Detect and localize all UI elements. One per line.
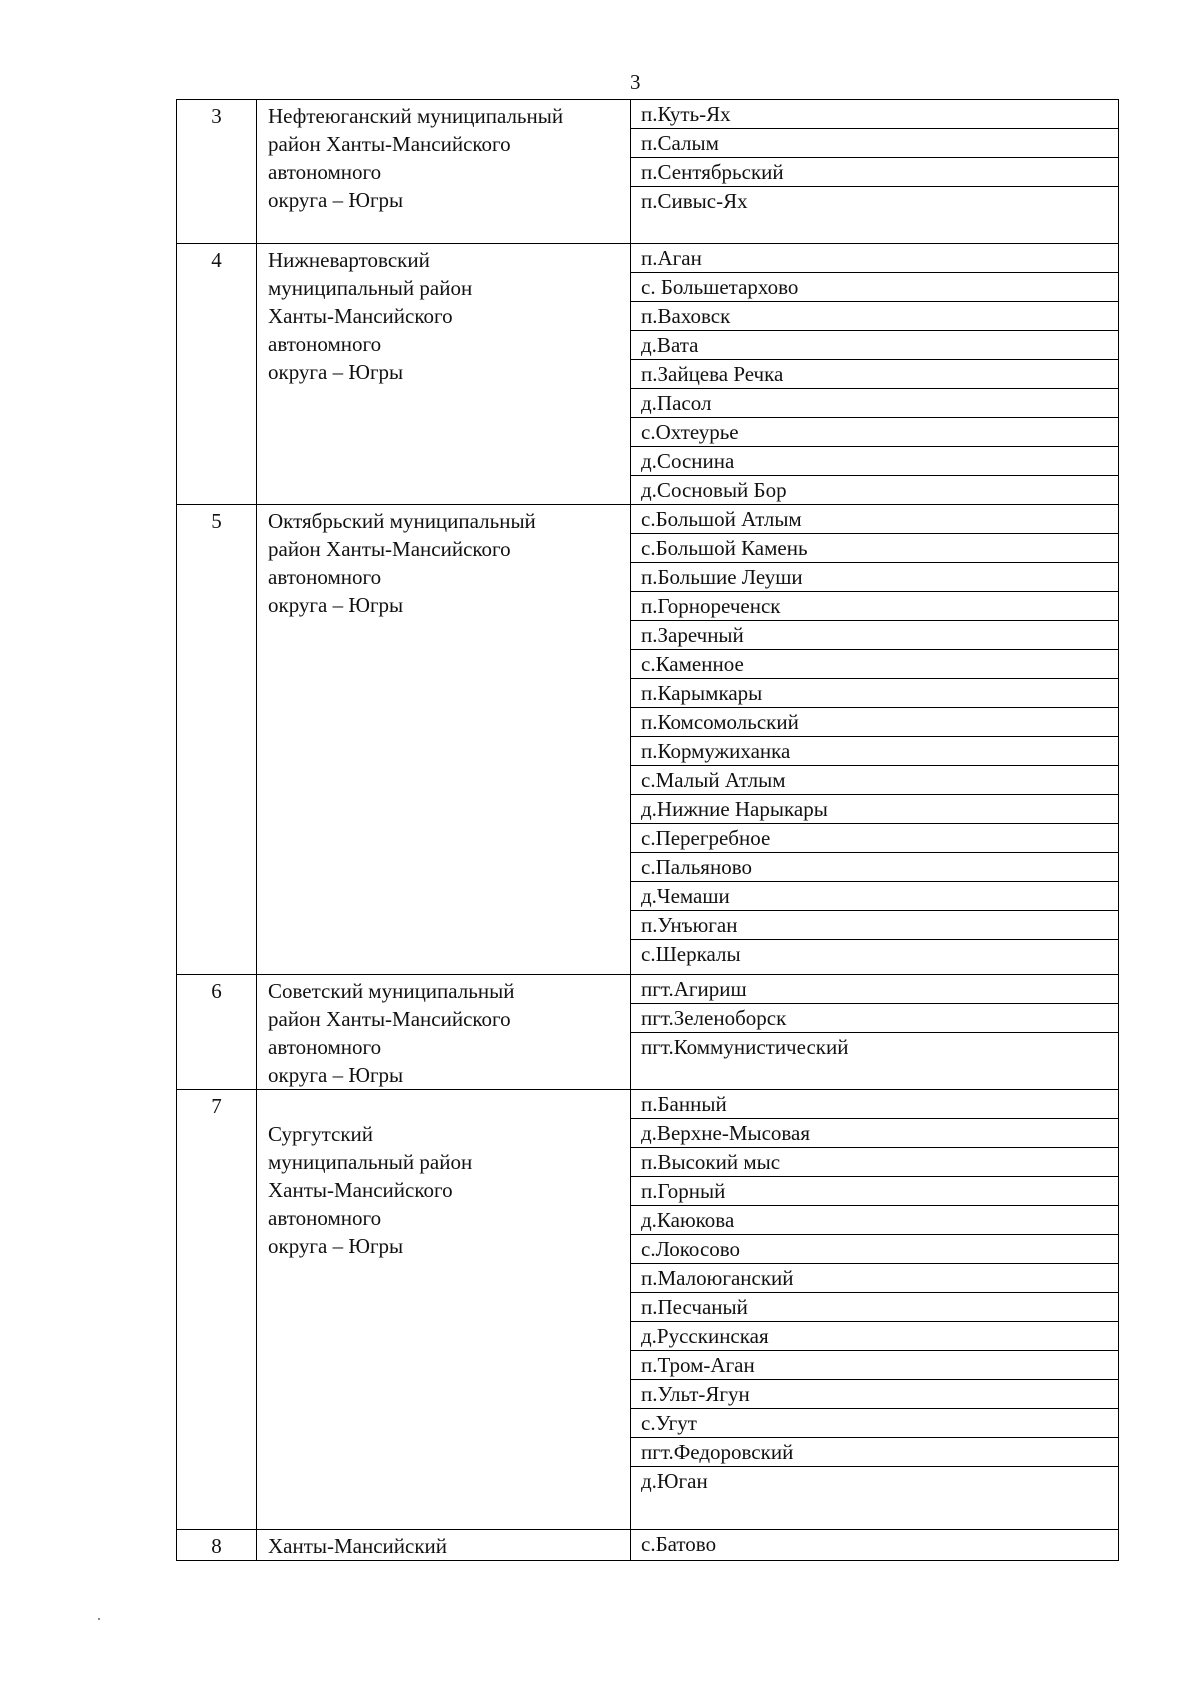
settlement-item: п.Комсомольский <box>631 708 1118 737</box>
settlement-list <box>631 1090 1119 1530</box>
row-number: 8 <box>177 1530 257 1561</box>
settlement-item: д.Чемаши <box>631 882 1118 911</box>
settlement-item: с.Большой Атлым <box>631 505 1118 534</box>
settlement-item: п.Зайцева Речка <box>631 360 1118 389</box>
settlement-item: п.Сентябрьский <box>631 158 1118 187</box>
district-text: Ханты-Мансийский <box>268 1534 448 1558</box>
district-name <box>257 975 631 1090</box>
settlement-item: с.Большой Камень <box>631 534 1118 563</box>
settlement-item: п.Тром-Аган <box>631 1351 1118 1380</box>
settlement-item: д.Сосновый Бор <box>641 478 787 502</box>
settlement-item: д.Русскинская <box>631 1322 1118 1351</box>
settlement-item: п.Высокий мыс <box>631 1148 1118 1177</box>
district-text: Октябрьский муниципальный район Ханты-Мансийского автономного округа – Югры <box>268 509 536 617</box>
scan-speck <box>98 1618 100 1620</box>
settlement-item: д.Верхне-Мысовая <box>631 1119 1118 1148</box>
settlement-item: с.Шеркалы <box>641 942 741 966</box>
settlement-item: с. Большетархово <box>631 273 1118 302</box>
row-number: 5 <box>177 505 257 975</box>
settlement-item: п.Песчаный <box>631 1293 1118 1322</box>
district-text: Нефтеюганский муниципальный район Ханты-Мансийского автономного округа – Югры <box>268 104 564 212</box>
settlement-item: п.Аган <box>631 244 1118 273</box>
settlement-list <box>631 1530 1119 1561</box>
district-text: Сургутский муниципальный район Ханты-Мансийского автономного округа – Югры <box>268 1122 473 1258</box>
settlements-table <box>176 99 1119 1561</box>
settlement-list <box>631 505 1119 975</box>
settlement-item: п.Ваховск <box>631 302 1118 331</box>
district-name <box>257 1090 631 1530</box>
table-row <box>177 1530 1119 1561</box>
settlement-item: п.Унъюган <box>631 911 1118 940</box>
settlement-list <box>631 244 1119 505</box>
settlement-item: п.Малоюганский <box>631 1264 1118 1293</box>
settlement-item: п.Кормужиханка <box>631 737 1118 766</box>
settlement-item: п.Банный <box>631 1090 1118 1119</box>
row-number: 6 <box>177 975 257 1090</box>
settlement-item: п.Горнореченск <box>631 592 1118 621</box>
settlement-item: с.Малый Атлым <box>631 766 1118 795</box>
district-name <box>257 100 631 244</box>
settlement-item: д.Нижние Нарыкары <box>631 795 1118 824</box>
page-number: 3 <box>630 70 641 94</box>
table-row <box>177 100 1119 244</box>
settlement-item: пгт.Зеленоборск <box>631 1004 1118 1033</box>
settlement-item: д.Пасол <box>631 389 1118 418</box>
district-name <box>257 244 631 505</box>
table-row <box>177 1090 1119 1530</box>
table-row <box>177 505 1119 975</box>
settlement-item: с.Батово <box>641 1532 717 1556</box>
settlement-item: с.Перегребное <box>631 824 1118 853</box>
settlement-item: с.Угут <box>631 1409 1118 1438</box>
settlement-item: с.Локосово <box>631 1235 1118 1264</box>
settlement-item: п.Ульт-Ягун <box>631 1380 1118 1409</box>
settlement-item: пгт.Агириш <box>631 975 1118 1004</box>
settlement-item: с.Охтеурье <box>631 418 1118 447</box>
settlement-item: п.Салым <box>631 129 1118 158</box>
settlement-item: с.Каменное <box>631 650 1118 679</box>
row-number: 7 <box>177 1090 257 1530</box>
settlement-item: п.Горный <box>631 1177 1118 1206</box>
settlement-item: пгт.Федоровский <box>631 1438 1118 1467</box>
settlement-item: с.Пальяново <box>631 853 1118 882</box>
district-text: Советский муниципальный район Ханты-Мансийского автономного округа – Югры <box>268 979 515 1087</box>
row-number: 3 <box>177 100 257 244</box>
table-row <box>177 975 1119 1090</box>
settlement-list <box>631 100 1119 244</box>
settlement-item: п.Куть-Ях <box>631 100 1118 129</box>
settlement-item: д.Каюкова <box>631 1206 1118 1235</box>
settlement-item: п.Сивыс-Ях <box>641 189 748 213</box>
district-name <box>257 1530 631 1561</box>
settlement-item: пгт.Коммунистический <box>641 1035 849 1059</box>
district-text: Нижневартовский муниципальный район Ханты-Мансийского автономного округа – Югры <box>268 248 473 384</box>
district-name <box>257 505 631 975</box>
settlement-list <box>631 975 1119 1090</box>
row-number: 4 <box>177 244 257 505</box>
settlement-item: п.Большие Леуши <box>631 563 1118 592</box>
table-row <box>177 244 1119 505</box>
settlement-item: д.Соснина <box>631 447 1118 476</box>
settlement-item: п.Заречный <box>631 621 1118 650</box>
settlement-item: п.Карымкары <box>631 679 1118 708</box>
settlement-item: д.Вата <box>631 331 1118 360</box>
settlement-item: д.Юган <box>641 1469 708 1493</box>
